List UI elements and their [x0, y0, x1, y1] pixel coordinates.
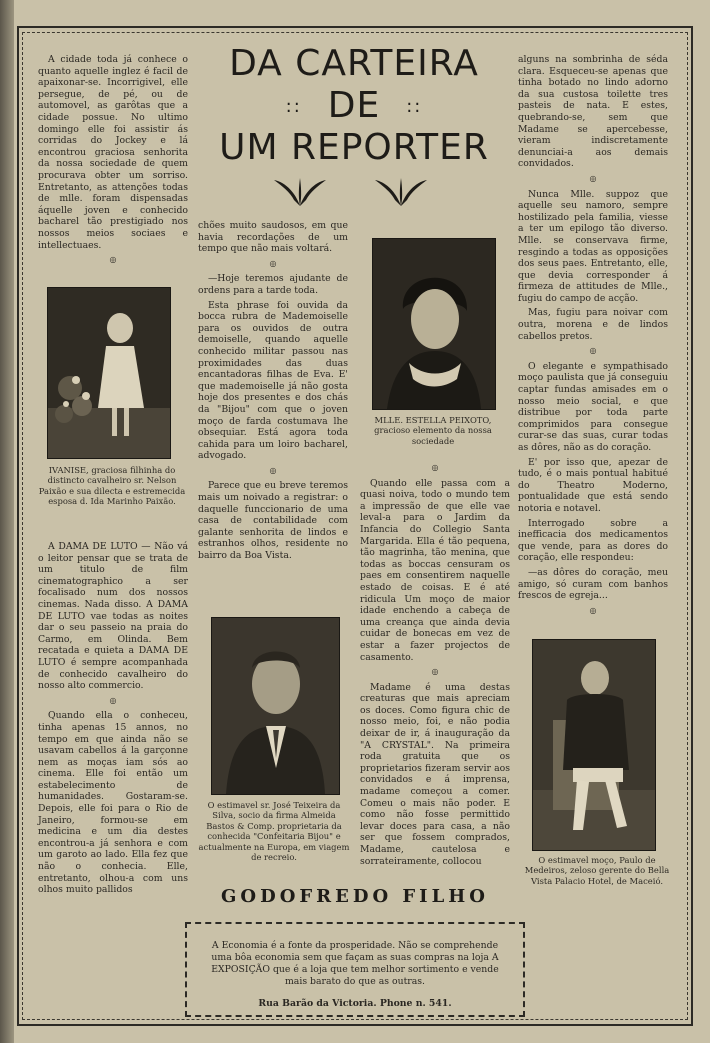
- author-byline: GODOFREDO FILHO: [221, 886, 489, 907]
- separator: ◎: [431, 463, 439, 472]
- ornament-right: ::: [406, 96, 423, 117]
- ornament-left: ::: [285, 96, 302, 117]
- caption-paulo-medeiros: O estimavel moço, Paulo de Medeiros, zeloso gerente do Bella Vista Palacio Hotel, de Maceió.: [524, 855, 670, 886]
- separator: ◎: [589, 346, 597, 356]
- woman-portrait-image: [373, 239, 495, 409]
- paragraph: Esta phrase foi ouvida da bocca rubra de Mademoiselle para os ouvidos de outra demoiselle, quando aquelle conhecido militar passou nas proximidades das duas encantadoras filhas de Eva. E' que mademoiselle já não gosta hoje dos presentes e dos chás da "Bijou" com que o joven moço de farda costumava lhe obsequiar. Está agora toda cahida para um loiro bacharel, advogado.: [198, 299, 348, 462]
- paragraph: A cidade toda já conhece o quanto aquelle inglez é facil de apaixonar-se. Incorrigivel, elle persegue, de pé, ou de automovel, as garôtas que a cidade possue. No ultimo domingo elle foi assistir ás corridas do Jockey e lá encontrou graciosa senhorita da nossa sociedade de quem procurava obter um sorriso. Entretanto, as attenções todas de mlle. foram dispensadas áquelle joven e conhecido bacharel tão prestigiado nos nossos meios sociaes e intellectuaes.: [38, 54, 188, 251]
- man-portrait-image: [212, 618, 339, 794]
- column-1-bottom: [38, 541, 188, 899]
- paragraph: Parece que eu breve teremos mais um noivado a registrar: o daquelle funccionario de uma casa de contabilidade com galante senhorita de lindos e estranhos olhos, residente no bairro da Boa Vista.: [198, 480, 348, 562]
- advertisement-address: Rua Barão da Victoria. Phone n. 541.: [258, 998, 452, 1009]
- paragraph: O elegante e sympathisado moço paulista que já conseguiu captar fundas amisades em o nosso meio social, e que distribue por toda parte comprimidos para consegue curar-se das suas, curar todas as dôres, não as do coração.: [518, 360, 668, 453]
- advertisement-text: A Economia é a fonte da prosperidade. Não se comprehende uma bôa economia sem que façam as suas compras na loja A EXPOSIÇÃO que é a loja que tem melhor sortimento e vende mais barato do que as outras.: [211, 940, 499, 987]
- caption-jose-teixeira: O estimavel sr. José Teixeira da Silva, socio da firma Almeida Bastos & Comp. proprietaria da conhecida "Confeitaria Bijou" e actualmente na Europa, em viagem de recreio.: [198, 800, 350, 863]
- paragraph: Quando elle passa com a quasi noiva, todo o mundo tem a impressão de que elle vae leval-a para o Jardim da Infancia do Collegio Santa Margarida. Ella é tão pequena, tão magrinha, tão menina, que todas as boccas censuram os paes em consentirem naquelle estado de coisas. E é até ridicula Um moço de maior idade enchendo a cabeça de uma creança que ainda devia cuidar de bonecas em vez de estar a fazer projectos de casamento.: [360, 477, 510, 663]
- child-portrait-image: [48, 288, 170, 458]
- advertisement-box: [185, 922, 525, 1017]
- column-1-top: [38, 54, 188, 270]
- caption-estella-peixoto: MLLE. ESTELLA PEIXOTO, gracioso elemento da nossa sociedade: [374, 415, 492, 446]
- column-2-top: [198, 220, 348, 565]
- paragraph: Interrogado sobre a inefficacia dos medicamentos que vende, para as dores do coração, elle respondeu:: [518, 517, 668, 564]
- paragraph: A DAMA DE LUTO — Não vá o leitor pensar que se trata de um titulo de film cinematographico a ser focalisado num dos nossos cinemas. Nada disso. A DAMA DE LUTO vae todas as noites dar o seu passeio na praia do Carmo, em Olinda. Bem recatada e quieta a DAMA DE LUTO é sempre acompanhada de conhecido cavalheiro do nosso alto commercio.: [38, 541, 188, 692]
- paragraph: Nunca Mlle. suppoz que aquelle seu namoro, sempre hostilizado pela familia, viesse a ter um epilogo tão diverso. Mlle. se conservava firme, resgindo a todas as opposições dos seus paes. Entretanto, elle, que devia corresponder á firmeza de attitudes de Mlle., fugiu do campo de acção.: [518, 188, 668, 304]
- column-3: [360, 460, 510, 870]
- separator: ◎: [109, 695, 117, 705]
- photo-paulo-medeiros: [532, 639, 656, 851]
- masthead-word-de: DE: [327, 85, 381, 126]
- photo-estella-peixoto: [372, 238, 496, 410]
- paragraph: Madame é uma destas creaturas que mais apreciam os doces. Como figura chic de nosso meio, foi, e não podia deixar de ir, á inauguração da "A CRYSTAL". Na primeira roda gratuita que os proprietarios fizeram servir aos convidados e á imprensa, madame começou a comer. Comeu o mais não poder. E como não fosse permittido levar doces para casa, a não ser que fossem comprados, Madame, cautelosa e sorrateiramente, collocou: [360, 681, 510, 867]
- separator: ◎: [431, 667, 439, 677]
- photo-ivanise: [47, 287, 171, 459]
- fleuron-right-icon: [373, 174, 429, 208]
- paragraph: —Hoje teremos ajudante de ordens para a tarde toda.: [198, 273, 348, 296]
- photo-jose-teixeira: [211, 617, 340, 795]
- paragraph: E' por isso que, apezar de tudo, é o mais pontual habitué do Theatro Moderno, pontualidade que está sendo notoria e notavel.: [518, 456, 668, 514]
- masthead-line-1: DA CARTEIRA: [229, 43, 479, 84]
- column-4: [518, 54, 668, 620]
- fleuron-left-icon: [272, 174, 328, 208]
- separator: ◎: [269, 258, 277, 268]
- separator: ◎: [109, 255, 117, 265]
- separator: ◎: [589, 173, 597, 183]
- separator: ◎: [589, 605, 597, 615]
- paragraph: Quando ella o conheceu, tinha apenas 15 annos, no tempo em que ainda não se usavam cabellos á la garçonne nem as moças iam sós ao cinema. Elle foi então um estabelecimento de humanidades. Gostaram-se. Depois, elle foi para o Rio de Janeiro, formou-se em medicina e um dia destes encontrou-a já senhora e com um garoto ao lado. Ella fez que não o conhecia. Elle, entretanto, olhou-a com uns olhos muito pallidos: [38, 710, 188, 896]
- separator: ◎: [269, 465, 277, 475]
- paragraph: chões muito saudosos, em que havia recordações de um tempo que não mais voltará.: [198, 220, 348, 255]
- caption-ivanise: IVANISE, graciosa filhinha do distincto cavalheiro sr. Nelson Paixão e sua dilecta e estremecida esposa d. Ida Marinho Paixão.: [38, 465, 186, 507]
- seated-man-image: [533, 640, 655, 850]
- masthead-line-3: UM REPORTER: [219, 127, 489, 168]
- paragraph: —as dôres do coração, meu amigo, só curam com banhos frescos de egreja...: [518, 566, 668, 602]
- masthead-line-2: [198, 86, 510, 127]
- paragraph: Mas, fugiu para noivar com outra, morena e de lindos cabellos pretos.: [518, 307, 668, 342]
- paragraph: alguns na sombrinha de séda clara. Esqueceu-se apenas que tinha botado no lindo adorno da sua custosa toilette tres pasteis de nata. E estes, quebrando-se, sem que Madame se apercebesse, vieram indiscretamente denunciai-a aos demais convidados.: [518, 54, 668, 170]
